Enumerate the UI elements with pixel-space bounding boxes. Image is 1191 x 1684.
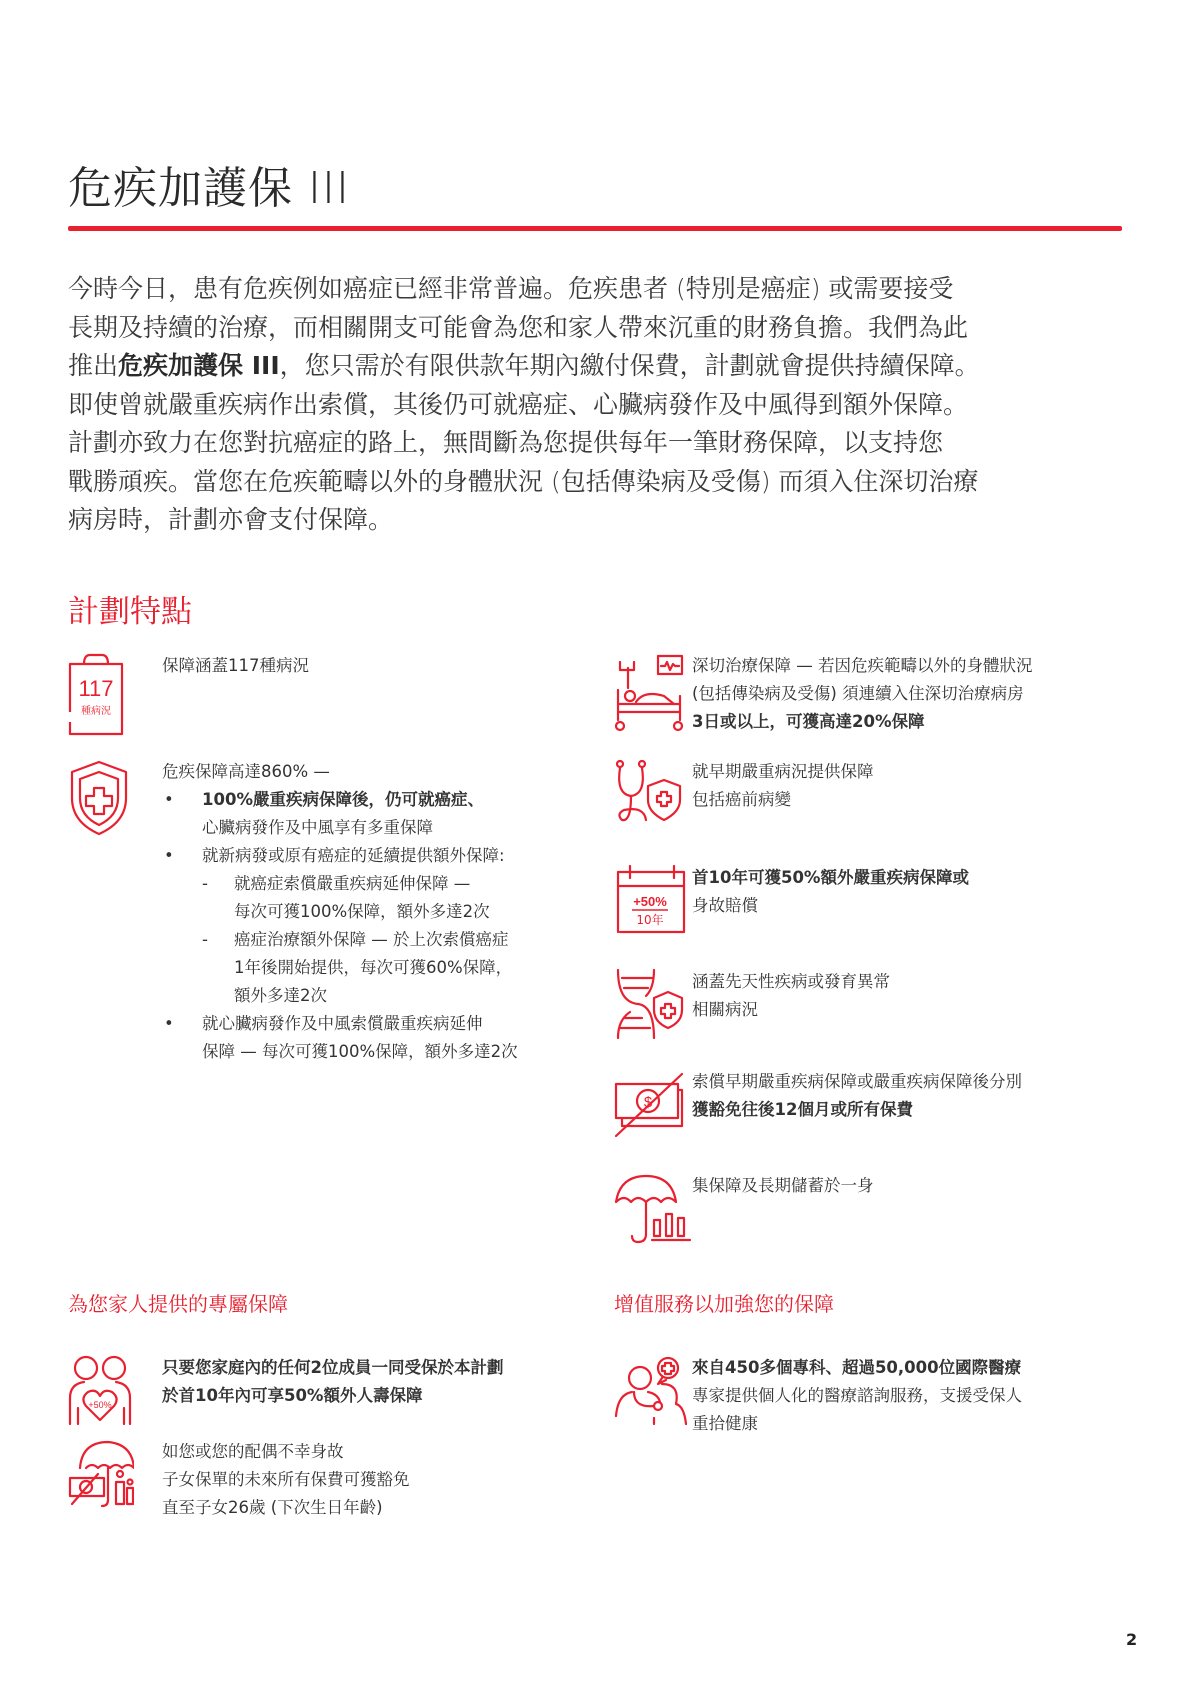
dna-shield-icon xyxy=(614,968,692,1040)
intro-paragraph xyxy=(68,270,1148,540)
premium-waiver-icon xyxy=(614,1068,692,1140)
feature-line: 獲豁免往後12個月或所有保費 xyxy=(692,1100,913,1119)
features-heading: 計劃特點 xyxy=(68,594,192,630)
family-item xyxy=(68,1438,410,1522)
svg-text:+50%: +50% xyxy=(633,894,667,909)
shield-cross-icon xyxy=(68,758,146,1066)
feature-line: 深切治療保障 — 若因危疾範疇以外的身體狀況 xyxy=(692,656,1033,675)
feature-line: 重拾健康 xyxy=(692,1414,758,1433)
feature-item xyxy=(614,864,969,934)
feature-lead: 危疾保障高達860% — xyxy=(162,762,330,781)
intro-line: 戰勝頑疾。當您在危疾範疇以外的身體狀況 (包括傳染病及受傷) 而須入住深切治療 xyxy=(68,466,979,496)
feature-item xyxy=(614,1172,874,1244)
intro-line: 計劃亦致力在您對抗癌症的路上，無間斷為您提供每年一筆財務保障，以支持您 xyxy=(68,428,944,457)
family-item xyxy=(68,1354,503,1426)
doctor-consult-icon xyxy=(614,1354,692,1438)
bullet-line: • 就心臟病發作及中風索償嚴重疾病延伸 xyxy=(202,1014,483,1033)
feature-line: 就早期嚴重病況提供保障 xyxy=(692,762,874,781)
feature-line: 身故賠償 xyxy=(692,896,758,915)
sub-bullet-line: 1年後開始提供，每次可獲60%保障， xyxy=(234,958,513,977)
feature-text: 保障涵蓋117種病況 xyxy=(162,656,309,675)
intro-line: 今時今日，患有危疾例如癌症已經非常普遍。危疾患者 (特別是癌症) 或需要接受 xyxy=(68,274,954,303)
feature-item xyxy=(614,758,874,826)
umbrella-children-icon xyxy=(68,1438,146,1522)
feature-item xyxy=(614,1068,1022,1140)
feature-line: 首10年可獲50%額外嚴重疾病保障或 xyxy=(692,868,969,887)
feature-line: 直至子女26歲 (下次生日年齡) xyxy=(162,1498,383,1517)
svg-text:117: 117 xyxy=(78,676,114,701)
feature-line: 只要您家庭內的任何2位成員一同受保於本計劃 xyxy=(162,1358,504,1377)
feature-line: 3日或以上，可獲高達20%保障 xyxy=(692,712,925,731)
intro-text: 推出 xyxy=(68,351,119,380)
page-number: 2 xyxy=(1126,1630,1138,1649)
sub-bullet-line: 每次可獲100%保障，額外多達2次 xyxy=(234,902,490,921)
sub-bullet-item xyxy=(202,926,518,1010)
bullet-line: • 100%嚴重疾病保障後，仍可就癌症、 xyxy=(202,790,484,809)
calendar-50-icon xyxy=(614,864,692,934)
bullet-line: 心臟病發作及中風享有多重保障 xyxy=(202,818,433,837)
intro-line: 病房時，計劃亦會支付保障。 xyxy=(68,505,394,534)
feature-line: 如您或您的配偶不幸身故 xyxy=(162,1442,344,1461)
intro-line: 即使曾就嚴重疾病作出索償，其後仍可就癌症、心臟病發作及中風得到額外保障。 xyxy=(68,389,969,419)
couple-heart-icon xyxy=(68,1354,146,1426)
page-title: 危疾加護保 III xyxy=(68,163,350,214)
intro-line: 長期及持續的治療，而相關開支可能會為您和家人帶來沉重的財務負擔。我們為此 xyxy=(68,312,969,342)
svg-text:10年: 10年 xyxy=(636,913,664,927)
stethoscope-shield-icon xyxy=(614,758,692,826)
feature-line: 集保障及長期儲蓄於一身 xyxy=(692,1176,874,1195)
bullet-item xyxy=(162,1010,518,1066)
intro-text: ，您只需於有限供款年期內繳付保費，計劃就會提供持續保障。 xyxy=(279,351,980,380)
umbrella-savings-icon xyxy=(614,1172,692,1244)
title-divider xyxy=(68,226,1122,231)
feature-line: (包括傳染病及受傷) 須連續入住深切治療病房 xyxy=(692,684,1024,703)
feature-line: 相關病況 xyxy=(692,1000,758,1019)
bullet-line: • 就新病發或原有癌症的延續提供額外保障: xyxy=(202,846,505,865)
feature-line: 索償早期嚴重疾病保障或嚴重疾病保障後分別 xyxy=(692,1072,1022,1091)
sub-bullet-item xyxy=(202,870,518,926)
feature-line: 子女保單的未來所有保費可獲豁免 xyxy=(162,1470,410,1489)
svg-text:種病況: 種病況 xyxy=(81,706,111,717)
sub-bullet-line: 額外多達2次 xyxy=(234,986,327,1005)
clipboard-117-icon xyxy=(68,652,146,738)
feature-line: 涵蓋先天性疾病或發育異常 xyxy=(692,972,890,991)
feature-line: 來自450多個專科、超過50,000位國際醫療 xyxy=(692,1358,1022,1377)
feature-item xyxy=(614,968,890,1040)
bullet-item xyxy=(162,786,518,842)
product-name-bold: 危疾加護保 III xyxy=(118,351,280,380)
svg-text:$: $ xyxy=(643,1094,653,1111)
services-heading: 增值服務以加強您的保障 xyxy=(614,1292,834,1316)
sub-bullet-line: - 就癌症索償嚴重疾病延伸保障 — xyxy=(234,874,471,893)
sub-bullet-line: - 癌症治療額外保障 — 於上次索償癌症 xyxy=(234,930,509,949)
icu-bed-icon xyxy=(614,652,692,736)
feature-line: 專家提供個人化的醫療諮詢服務，支援受保人 xyxy=(692,1386,1022,1405)
feature-line: 於首10年內可享50%額外人壽保障 xyxy=(162,1386,423,1405)
feature-item xyxy=(68,758,518,1066)
bullet-item xyxy=(162,842,518,1010)
feature-item xyxy=(68,652,309,738)
bullet-line: 保障 — 每次可獲100%保障，額外多達2次 xyxy=(202,1042,518,1061)
feature-line: 包括癌前病變 xyxy=(692,790,791,809)
intro-line xyxy=(68,347,1148,386)
family-heading: 為您家人提供的專屬保障 xyxy=(68,1292,288,1316)
service-item xyxy=(614,1354,1022,1438)
svg-text:+50%: +50% xyxy=(88,1400,112,1410)
feature-item xyxy=(614,652,1033,736)
